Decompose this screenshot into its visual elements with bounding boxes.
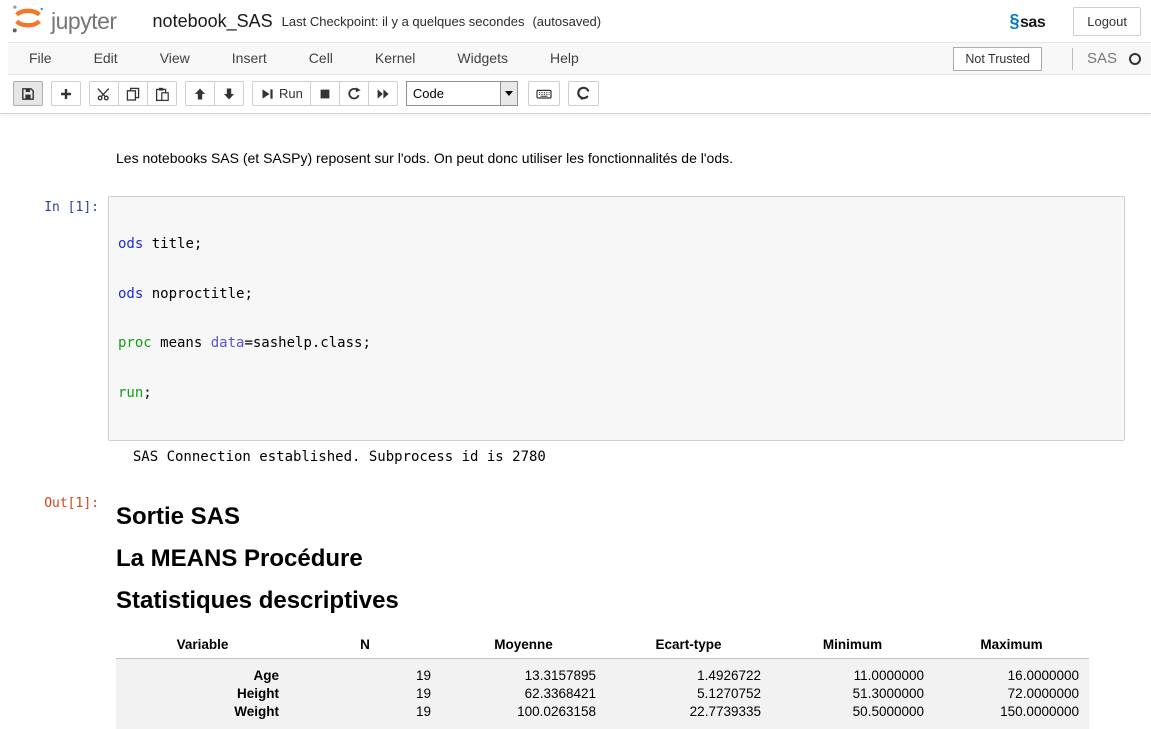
code-token: =sashelp.class;: [244, 335, 371, 351]
code-token: title;: [143, 236, 203, 252]
move-up-icon: [193, 87, 207, 101]
palette-group: [528, 81, 560, 106]
menu-help[interactable]: Help: [549, 50, 579, 66]
cell-variable: Height: [116, 685, 289, 703]
markdown-cell[interactable]: [0, 148, 1125, 169]
kernel-name: SAS: [1086, 50, 1117, 67]
run-group: [252, 81, 398, 106]
stream-output: [0, 449, 1125, 466]
code-content: [118, 203, 1115, 434]
col-variable: Variable: [116, 631, 289, 659]
col-ecart-type: Ecart-type: [606, 631, 771, 659]
code-line: [118, 286, 1115, 303]
edit-group: [89, 81, 177, 106]
code-token: proc: [118, 335, 152, 351]
interrupt-kernel-button[interactable]: [310, 81, 340, 106]
menubar-right: [953, 47, 1141, 71]
cell-value: 13.3157895: [441, 658, 606, 685]
github-button[interactable]: [568, 81, 599, 106]
checkpoint-status: Last Checkpoint: il y a quelques secondes: [281, 13, 525, 29]
stream-output-text: SAS Connection established. Subprocess id is 2780: [116, 449, 546, 465]
copy-cell-button[interactable]: [118, 81, 148, 106]
menubar: [8, 42, 1151, 75]
code-token: ;: [143, 384, 152, 401]
notebook-header: [0, 0, 1151, 42]
menu-insert[interactable]: Insert: [231, 50, 267, 66]
code-editor[interactable]: [108, 196, 1125, 441]
code-token: means: [151, 335, 211, 351]
rich-output: [0, 492, 1125, 729]
add-group: [51, 81, 81, 106]
save-button[interactable]: [13, 81, 43, 106]
cell-value: 19: [289, 658, 441, 685]
github-icon: [576, 86, 591, 101]
menu-view[interactable]: View: [159, 50, 190, 66]
sas-wordmark: sas: [1020, 13, 1046, 31]
cell-value: 5.1270752: [606, 685, 771, 703]
cell-type-value: Code: [412, 86, 444, 101]
rich-output-inner: [108, 492, 1125, 729]
sas-stats-title: Statistiques descriptives: [116, 586, 399, 614]
run-button-label: Run: [279, 86, 303, 101]
jupyter-wordmark: jupyter: [51, 7, 117, 34]
gist-group: [568, 81, 599, 106]
sas-procedure-title: La MEANS Procédure: [116, 544, 363, 572]
copy-cell-icon: [126, 87, 140, 101]
logout-button[interactable]: Logout: [1073, 7, 1141, 36]
cut-cell-button[interactable]: [89, 81, 119, 106]
code-token: noproctitle;: [143, 285, 253, 302]
jupyter-planet-icon: [10, 2, 46, 40]
add-cell-icon: [59, 87, 73, 101]
sas-swirl-icon: §: [1009, 10, 1020, 31]
autosaved-label: (autosaved): [532, 13, 602, 29]
cell-value: 1.4926722: [606, 658, 771, 685]
col-minimum: Minimum: [771, 631, 934, 659]
menu-file[interactable]: File: [29, 50, 52, 66]
output-prompt: Out[1]:: [44, 496, 99, 511]
move-down-icon: [222, 87, 236, 101]
kernel-idle-icon: [1129, 53, 1141, 65]
col-n: N: [289, 631, 441, 659]
cell-type-select[interactable]: [406, 81, 518, 106]
code-cell: [0, 196, 1125, 441]
paste-cell-button[interactable]: [147, 81, 177, 106]
means-table: [116, 631, 1089, 729]
markdown-cell-inner: [108, 148, 1125, 169]
sas-output-title: Sortie SAS: [116, 503, 241, 530]
move-group: [185, 81, 244, 106]
restart-run-all-icon: [376, 87, 390, 101]
keyboard-icon: [536, 87, 552, 101]
toolbar: [0, 75, 1151, 114]
move-cell-down-button[interactable]: [214, 81, 244, 106]
menu-edit[interactable]: Edit: [93, 50, 118, 66]
col-moyenne: Moyenne: [441, 631, 606, 659]
cell-variable: Weight: [116, 703, 289, 729]
cell-value: 16.0000000: [934, 658, 1089, 685]
stream-prompt-spacer: [0, 449, 108, 452]
table-header-row: [116, 631, 1089, 659]
restart-run-all-button[interactable]: [368, 81, 398, 106]
paste-cell-icon: [155, 87, 169, 101]
cell-value: 150.0000000: [934, 703, 1089, 729]
code-line: [118, 335, 1115, 352]
not-trusted-button[interactable]: Not Trusted: [953, 47, 1042, 71]
move-cell-up-button[interactable]: [185, 81, 215, 106]
cell-value: 50.5000000: [771, 703, 934, 729]
restart-kernel-button[interactable]: [339, 81, 369, 106]
cell-value: 100.0263158: [441, 703, 606, 729]
code-line: [118, 385, 1115, 402]
restart-icon: [347, 87, 361, 101]
cell-variable: Age: [116, 658, 289, 685]
add-cell-button[interactable]: [51, 81, 81, 106]
command-palette-button[interactable]: [528, 81, 560, 106]
cell-value: 62.3368421: [441, 685, 606, 703]
table-row: [116, 703, 1089, 729]
code-token: run: [118, 384, 144, 401]
notebook-container: [0, 114, 1151, 729]
markdown-text: Les notebooks SAS (et SASPy) reposent sur l'ods. On peut donc utiliser les fonctionnalités de l'ods.: [116, 150, 734, 166]
cell-value: 19: [289, 703, 441, 729]
run-button[interactable]: [252, 81, 311, 106]
select-dropdown-button[interactable]: [500, 82, 517, 105]
cell-value: 22.7739335: [606, 703, 771, 729]
menu-cell[interactable]: Cell: [308, 50, 333, 66]
table-row: [116, 685, 1089, 703]
kernel-separator: [1072, 48, 1073, 70]
sas-logo: [1010, 11, 1046, 32]
markdown-prompt-spacer: [0, 148, 108, 151]
cut-cell-icon: [97, 87, 111, 101]
code-token: ods: [118, 285, 144, 302]
code-line: [118, 236, 1115, 253]
run-icon: [260, 87, 274, 101]
jupyter-logo[interactable]: [10, 2, 117, 40]
code-token: data: [210, 335, 245, 351]
header-left: [10, 2, 601, 40]
chevron-down-icon: [505, 91, 513, 96]
cell-value: 72.0000000: [934, 685, 1089, 703]
cell-value: 11.0000000: [771, 658, 934, 685]
save-group: [13, 81, 43, 106]
table-row: [116, 658, 1089, 685]
header-right: [1010, 7, 1141, 36]
stop-icon: [318, 87, 332, 101]
menu-widgets[interactable]: Widgets: [457, 50, 508, 66]
menu-items: [8, 43, 600, 74]
menu-kernel[interactable]: Kernel: [374, 50, 416, 66]
col-maximum: Maximum: [934, 631, 1089, 659]
save-icon: [21, 87, 35, 101]
cell-value: 51.3000000: [771, 685, 934, 703]
cell-value: 19: [289, 685, 441, 703]
input-prompt: In [1]:: [44, 200, 99, 215]
code-token: ods: [118, 236, 144, 252]
notebook-title[interactable]: notebook_SAS: [152, 10, 273, 31]
